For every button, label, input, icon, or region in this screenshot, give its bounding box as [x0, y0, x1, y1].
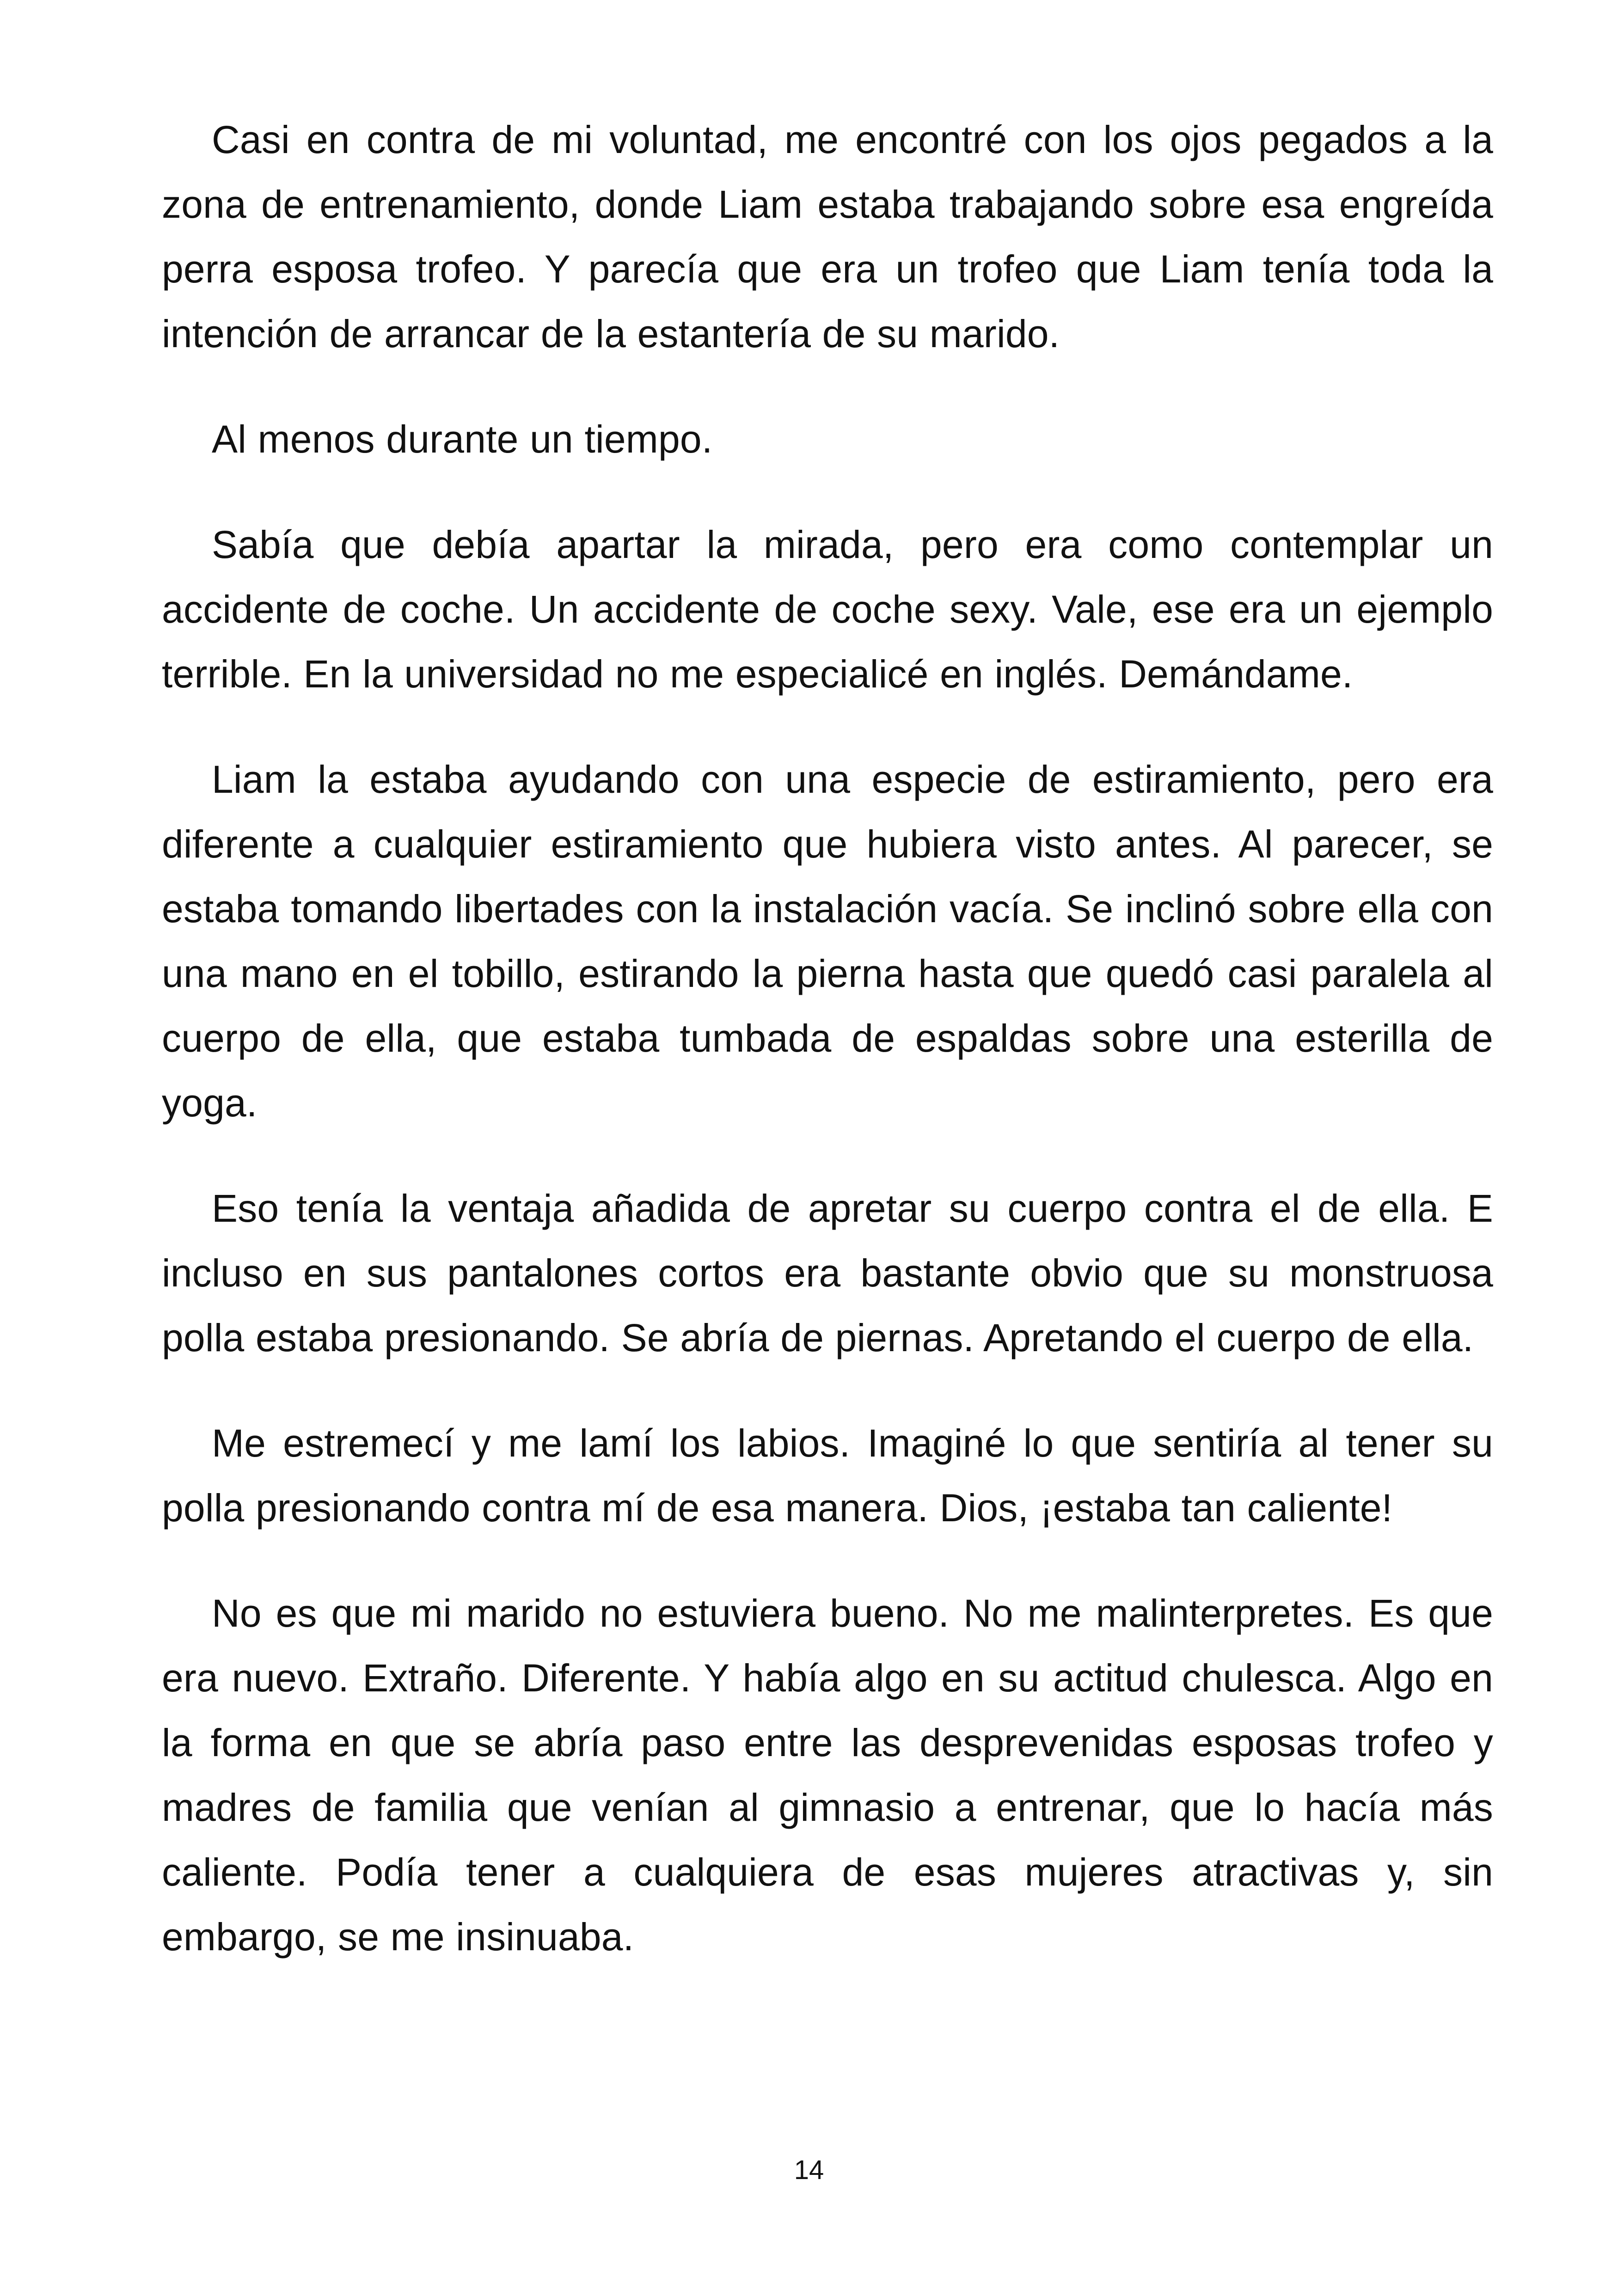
page-number: 14 [794, 2155, 824, 2185]
paragraph: Al menos durante un tiempo. [212, 417, 713, 461]
paragraph: Eso tenía la ventaja añadida de apretar su cuerpo contra el de ella. E incluso en sus pantalones cortos era bastante obvio que su monstruosa polla estaba presionando. Se abría de piernas. Apretando el cuerpo de ella. [162, 1187, 1493, 1359]
body-text [162, 107, 1493, 1969]
paragraph: Sabía que debía apartar la mirada, pero era como contemplar un accidente de coche. Un accidente de coche sexy. Vale, ese era un ejemplo terrible. En la universidad no me especialicé en inglés. Demándame. [162, 523, 1493, 696]
paragraph: No es que mi marido no estuviera bueno. No me malinterpretes. Es que era nuevo. Extraño. Diferente. Y había algo en su actitud chulesca. Algo en la forma en que se abría paso entre las desprevenidas esposas trofeo y madres de familia que venían al gimnasio a entrenar, que lo hacía más caliente. Podía tener a cualquiera de esas mujeres atractivas y, sin embargo, se me insinuaba. [162, 1592, 1493, 1959]
paragraph: Casi en contra de mi voluntad, me encontré con los ojos pegados a la zona de entrenamiento, donde Liam estaba trabajando sobre esa engreída perra esposa trofeo. Y parecía que era un trofeo que Liam tenía toda la intención de arrancar de la estantería de su marido. [162, 118, 1493, 355]
paragraph: Me estremecí y me lamí los labios. Imaginé lo que sentiría al tener su polla presionando contra mí de esa manera. Dios, ¡estaba tan caliente! [162, 1421, 1493, 1530]
paragraph: Liam la estaba ayudando con una especie de estiramiento, pero era diferente a cualquier estiramiento que hubiera visto antes. Al parecer, se estaba tomando libertades con la instalación vacía. Se inclinó sobre ella con una mano en el tobillo, estirando la pierna hasta que quedó casi paralela al cuerpo de ella, que estaba tumbada de espaldas sobre una esterilla de yoga. [162, 758, 1493, 1125]
